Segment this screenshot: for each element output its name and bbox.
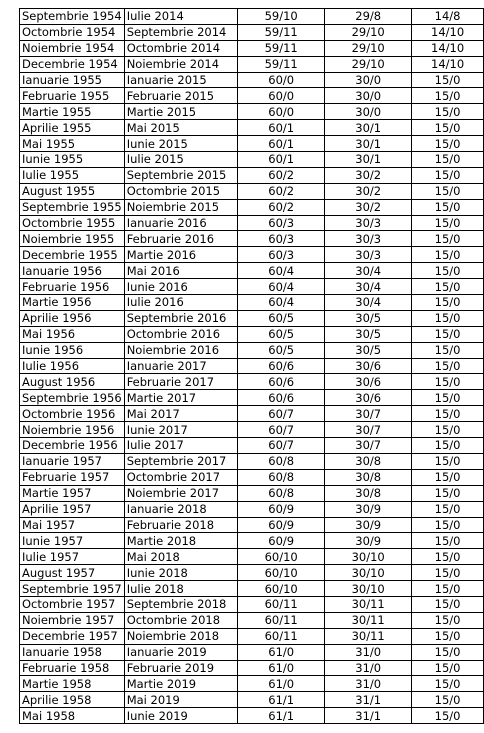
standard-age-cell: 59/10 <box>238 9 325 25</box>
retirement-date-cell: Septembrie 2016 <box>124 310 237 326</box>
retirement-date-cell: Iunie 2015 <box>124 136 237 152</box>
table-row <box>20 56 484 72</box>
minimum-contribution-cell: 15/0 <box>412 438 484 454</box>
retirement-date-cell: Octombrie 2018 <box>124 612 237 628</box>
contribution-cell: 30/2 <box>325 199 412 215</box>
minimum-contribution-cell: 15/0 <box>412 612 484 628</box>
standard-age-cell: 61/1 <box>238 708 325 724</box>
retirement-date-cell: Februarie 2017 <box>124 374 237 390</box>
table-row <box>20 310 484 326</box>
contribution-cell: 30/11 <box>325 596 412 612</box>
standard-age-cell: 60/3 <box>238 231 325 247</box>
minimum-contribution-cell: 15/0 <box>412 660 484 676</box>
standard-age-cell: 60/9 <box>238 517 325 533</box>
retirement-date-cell: Noiembrie 2018 <box>124 628 237 644</box>
contribution-cell: 30/2 <box>325 167 412 183</box>
retirement-date-cell: Octombrie 2015 <box>124 183 237 199</box>
birth-date-cell: Martie 1956 <box>20 295 125 311</box>
contribution-cell: 29/10 <box>325 56 412 72</box>
contribution-cell: 30/10 <box>325 565 412 581</box>
retirement-date-cell: Iulie 2017 <box>124 438 237 454</box>
contribution-cell: 30/10 <box>325 549 412 565</box>
table-row <box>20 438 484 454</box>
birth-date-cell: Mai 1955 <box>20 136 125 152</box>
minimum-contribution-cell: 15/0 <box>412 215 484 231</box>
minimum-contribution-cell: 15/0 <box>412 120 484 136</box>
birth-date-cell: Noiembrie 1956 <box>20 422 125 438</box>
minimum-contribution-cell: 15/0 <box>412 199 484 215</box>
table-body <box>20 9 484 724</box>
birth-date-cell: Septembrie 1954 <box>20 9 125 25</box>
standard-age-cell: 60/1 <box>238 120 325 136</box>
contribution-cell: 30/11 <box>325 628 412 644</box>
minimum-contribution-cell: 15/0 <box>412 279 484 295</box>
retirement-date-cell: Februarie 2019 <box>124 660 237 676</box>
contribution-cell: 31/0 <box>325 676 412 692</box>
birth-date-cell: Februarie 1956 <box>20 279 125 295</box>
birth-date-cell: Ianuarie 1956 <box>20 263 125 279</box>
standard-age-cell: 60/11 <box>238 596 325 612</box>
contribution-cell: 30/1 <box>325 152 412 168</box>
minimum-contribution-cell: 15/0 <box>412 390 484 406</box>
standard-age-cell: 60/10 <box>238 549 325 565</box>
birth-date-cell: Aprilie 1957 <box>20 501 125 517</box>
birth-date-cell: Iulie 1956 <box>20 358 125 374</box>
minimum-contribution-cell: 14/10 <box>412 24 484 40</box>
retirement-schedule-table <box>19 8 484 724</box>
contribution-cell: 30/10 <box>325 581 412 597</box>
contribution-cell: 30/4 <box>325 295 412 311</box>
contribution-cell: 30/8 <box>325 469 412 485</box>
minimum-contribution-cell: 15/0 <box>412 326 484 342</box>
contribution-cell: 30/4 <box>325 263 412 279</box>
table-row <box>20 676 484 692</box>
table-row <box>20 342 484 358</box>
standard-age-cell: 60/1 <box>238 152 325 168</box>
contribution-cell: 30/6 <box>325 358 412 374</box>
birth-date-cell: Octombrie 1954 <box>20 24 125 40</box>
birth-date-cell: Februarie 1958 <box>20 660 125 676</box>
contribution-cell: 30/0 <box>325 104 412 120</box>
retirement-date-cell: Iunie 2018 <box>124 565 237 581</box>
birth-date-cell: Decembrie 1955 <box>20 247 125 263</box>
contribution-cell: 30/7 <box>325 438 412 454</box>
standard-age-cell: 60/4 <box>238 263 325 279</box>
table-row <box>20 581 484 597</box>
retirement-date-cell: Octombrie 2014 <box>124 40 237 56</box>
minimum-contribution-cell: 15/0 <box>412 692 484 708</box>
minimum-contribution-cell: 14/10 <box>412 40 484 56</box>
minimum-contribution-cell: 15/0 <box>412 88 484 104</box>
birth-date-cell: Septembrie 1956 <box>20 390 125 406</box>
standard-age-cell: 60/8 <box>238 469 325 485</box>
minimum-contribution-cell: 15/0 <box>412 581 484 597</box>
contribution-cell: 31/1 <box>325 708 412 724</box>
contribution-cell: 31/1 <box>325 692 412 708</box>
birth-date-cell: Iulie 1955 <box>20 167 125 183</box>
standard-age-cell: 60/2 <box>238 183 325 199</box>
birth-date-cell: Octombrie 1957 <box>20 596 125 612</box>
standard-age-cell: 60/11 <box>238 628 325 644</box>
birth-date-cell: Aprilie 1955 <box>20 120 125 136</box>
minimum-contribution-cell: 15/0 <box>412 501 484 517</box>
contribution-cell: 31/0 <box>325 660 412 676</box>
standard-age-cell: 60/0 <box>238 72 325 88</box>
retirement-date-cell: Ianuarie 2018 <box>124 501 237 517</box>
birth-date-cell: Noiembrie 1954 <box>20 40 125 56</box>
birth-date-cell: Aprilie 1956 <box>20 310 125 326</box>
table-row <box>20 644 484 660</box>
table-row <box>20 24 484 40</box>
contribution-cell: 30/7 <box>325 422 412 438</box>
minimum-contribution-cell: 15/0 <box>412 469 484 485</box>
standard-age-cell: 60/5 <box>238 310 325 326</box>
retirement-date-cell: Februarie 2015 <box>124 88 237 104</box>
standard-age-cell: 60/10 <box>238 565 325 581</box>
table-row <box>20 422 484 438</box>
table-row <box>20 183 484 199</box>
table-row <box>20 374 484 390</box>
standard-age-cell: 60/7 <box>238 422 325 438</box>
birth-date-cell: Iulie 1957 <box>20 549 125 565</box>
standard-age-cell: 60/8 <box>238 453 325 469</box>
table-row <box>20 231 484 247</box>
minimum-contribution-cell: 15/0 <box>412 263 484 279</box>
birth-date-cell: Decembrie 1956 <box>20 438 125 454</box>
retirement-date-cell: Ianuarie 2019 <box>124 644 237 660</box>
standard-age-cell: 60/9 <box>238 533 325 549</box>
table-row <box>20 628 484 644</box>
minimum-contribution-cell: 15/0 <box>412 453 484 469</box>
retirement-date-cell: Iulie 2015 <box>124 152 237 168</box>
standard-age-cell: 60/5 <box>238 342 325 358</box>
standard-age-cell: 60/7 <box>238 406 325 422</box>
minimum-contribution-cell: 15/0 <box>412 247 484 263</box>
standard-age-cell: 61/0 <box>238 676 325 692</box>
table-row <box>20 88 484 104</box>
retirement-date-cell: Iunie 2016 <box>124 279 237 295</box>
table-row <box>20 612 484 628</box>
birth-date-cell: Mai 1956 <box>20 326 125 342</box>
retirement-date-cell: Iulie 2014 <box>124 9 237 25</box>
standard-age-cell: 60/8 <box>238 485 325 501</box>
contribution-cell: 30/5 <box>325 326 412 342</box>
table-row <box>20 517 484 533</box>
contribution-cell: 30/4 <box>325 279 412 295</box>
retirement-date-cell: Septembrie 2017 <box>124 453 237 469</box>
retirement-date-cell: Mai 2018 <box>124 549 237 565</box>
table-row <box>20 501 484 517</box>
standard-age-cell: 60/6 <box>238 374 325 390</box>
contribution-cell: 30/2 <box>325 183 412 199</box>
minimum-contribution-cell: 14/8 <box>412 9 484 25</box>
retirement-date-cell: Octombrie 2016 <box>124 326 237 342</box>
contribution-cell: 30/3 <box>325 231 412 247</box>
contribution-cell: 30/5 <box>325 342 412 358</box>
retirement-date-cell: Februarie 2018 <box>124 517 237 533</box>
retirement-date-cell: Martie 2019 <box>124 676 237 692</box>
birth-date-cell: Aprilie 1958 <box>20 692 125 708</box>
contribution-cell: 29/10 <box>325 24 412 40</box>
retirement-date-cell: Ianuarie 2017 <box>124 358 237 374</box>
standard-age-cell: 60/4 <box>238 279 325 295</box>
minimum-contribution-cell: 15/0 <box>412 152 484 168</box>
standard-age-cell: 59/11 <box>238 24 325 40</box>
retirement-date-cell: Mai 2016 <box>124 263 237 279</box>
contribution-cell: 30/11 <box>325 612 412 628</box>
birth-date-cell: Ianuarie 1958 <box>20 644 125 660</box>
standard-age-cell: 61/0 <box>238 660 325 676</box>
minimum-contribution-cell: 15/0 <box>412 596 484 612</box>
minimum-contribution-cell: 15/0 <box>412 136 484 152</box>
retirement-date-cell: Februarie 2016 <box>124 231 237 247</box>
standard-age-cell: 60/3 <box>238 247 325 263</box>
retirement-date-cell: Iulie 2016 <box>124 295 237 311</box>
table-row <box>20 533 484 549</box>
minimum-contribution-cell: 15/0 <box>412 676 484 692</box>
minimum-contribution-cell: 15/0 <box>412 565 484 581</box>
minimum-contribution-cell: 15/0 <box>412 358 484 374</box>
standard-age-cell: 60/0 <box>238 88 325 104</box>
standard-age-cell: 60/6 <box>238 390 325 406</box>
table-row <box>20 295 484 311</box>
contribution-cell: 30/8 <box>325 485 412 501</box>
birth-date-cell: Noiembrie 1955 <box>20 231 125 247</box>
retirement-date-cell: Martie 2016 <box>124 247 237 263</box>
minimum-contribution-cell: 15/0 <box>412 485 484 501</box>
birth-date-cell: Ianuarie 1957 <box>20 453 125 469</box>
retirement-date-cell: Septembrie 2014 <box>124 24 237 40</box>
table-row <box>20 152 484 168</box>
birth-date-cell: Octombrie 1956 <box>20 406 125 422</box>
retirement-date-cell: Noiembrie 2015 <box>124 199 237 215</box>
standard-age-cell: 60/11 <box>238 612 325 628</box>
contribution-cell: 30/1 <box>325 120 412 136</box>
minimum-contribution-cell: 15/0 <box>412 644 484 660</box>
birth-date-cell: Septembrie 1957 <box>20 581 125 597</box>
table-row <box>20 358 484 374</box>
standard-age-cell: 59/11 <box>238 40 325 56</box>
contribution-cell: 30/9 <box>325 517 412 533</box>
birth-date-cell: Iunie 1956 <box>20 342 125 358</box>
retirement-date-cell: Iulie 2018 <box>124 581 237 597</box>
retirement-date-cell: Martie 2015 <box>124 104 237 120</box>
table-row <box>20 485 484 501</box>
retirement-date-cell: Noiembrie 2016 <box>124 342 237 358</box>
contribution-cell: 30/3 <box>325 247 412 263</box>
retirement-date-cell: Septembrie 2015 <box>124 167 237 183</box>
retirement-date-cell: Octombrie 2017 <box>124 469 237 485</box>
contribution-cell: 30/6 <box>325 390 412 406</box>
retirement-date-cell: Ianuarie 2016 <box>124 215 237 231</box>
minimum-contribution-cell: 15/0 <box>412 72 484 88</box>
birth-date-cell: Iunie 1957 <box>20 533 125 549</box>
retirement-date-cell: Ianuarie 2015 <box>124 72 237 88</box>
retirement-date-cell: Noiembrie 2014 <box>124 56 237 72</box>
birth-date-cell: Noiembrie 1957 <box>20 612 125 628</box>
minimum-contribution-cell: 15/0 <box>412 310 484 326</box>
table-row <box>20 199 484 215</box>
contribution-cell: 30/7 <box>325 406 412 422</box>
contribution-cell: 30/3 <box>325 215 412 231</box>
retirement-date-cell: Mai 2017 <box>124 406 237 422</box>
birth-date-cell: Septembrie 1955 <box>20 199 125 215</box>
minimum-contribution-cell: 15/0 <box>412 167 484 183</box>
table-row <box>20 167 484 183</box>
minimum-contribution-cell: 15/0 <box>412 374 484 390</box>
retirement-date-cell: Iunie 2017 <box>124 422 237 438</box>
retirement-date-cell: Martie 2018 <box>124 533 237 549</box>
table-row <box>20 104 484 120</box>
standard-age-cell: 60/3 <box>238 215 325 231</box>
standard-age-cell: 60/1 <box>238 136 325 152</box>
minimum-contribution-cell: 15/0 <box>412 533 484 549</box>
table-row <box>20 692 484 708</box>
standard-age-cell: 60/2 <box>238 199 325 215</box>
table-row <box>20 708 484 724</box>
standard-age-cell: 60/10 <box>238 581 325 597</box>
birth-date-cell: August 1957 <box>20 565 125 581</box>
table-row <box>20 9 484 25</box>
standard-age-cell: 60/0 <box>238 104 325 120</box>
birth-date-cell: August 1956 <box>20 374 125 390</box>
contribution-cell: 30/9 <box>325 533 412 549</box>
minimum-contribution-cell: 15/0 <box>412 549 484 565</box>
retirement-date-cell: Noiembrie 2017 <box>124 485 237 501</box>
minimum-contribution-cell: 15/0 <box>412 231 484 247</box>
minimum-contribution-cell: 14/10 <box>412 56 484 72</box>
standard-age-cell: 60/9 <box>238 501 325 517</box>
table-row <box>20 565 484 581</box>
minimum-contribution-cell: 15/0 <box>412 104 484 120</box>
table-row <box>20 549 484 565</box>
table-row <box>20 120 484 136</box>
standard-age-cell: 60/7 <box>238 438 325 454</box>
birth-date-cell: Octombrie 1955 <box>20 215 125 231</box>
retirement-date-cell: Mai 2019 <box>124 692 237 708</box>
standard-age-cell: 61/1 <box>238 692 325 708</box>
birth-date-cell: Martie 1955 <box>20 104 125 120</box>
contribution-cell: 30/5 <box>325 310 412 326</box>
table-row <box>20 453 484 469</box>
birth-date-cell: Mai 1957 <box>20 517 125 533</box>
contribution-cell: 30/9 <box>325 501 412 517</box>
birth-date-cell: Februarie 1955 <box>20 88 125 104</box>
table-row <box>20 247 484 263</box>
table-row <box>20 215 484 231</box>
standard-age-cell: 61/0 <box>238 644 325 660</box>
minimum-contribution-cell: 15/0 <box>412 342 484 358</box>
table-row <box>20 40 484 56</box>
standard-age-cell: 60/5 <box>238 326 325 342</box>
birth-date-cell: Decembrie 1957 <box>20 628 125 644</box>
retirement-date-cell: Martie 2017 <box>124 390 237 406</box>
minimum-contribution-cell: 15/0 <box>412 708 484 724</box>
birth-date-cell: Ianuarie 1955 <box>20 72 125 88</box>
birth-date-cell: Martie 1957 <box>20 485 125 501</box>
birth-date-cell: Iunie 1955 <box>20 152 125 168</box>
retirement-date-cell: Septembrie 2018 <box>124 596 237 612</box>
minimum-contribution-cell: 15/0 <box>412 406 484 422</box>
table-row <box>20 469 484 485</box>
contribution-cell: 30/6 <box>325 374 412 390</box>
contribution-cell: 30/0 <box>325 88 412 104</box>
standard-age-cell: 60/4 <box>238 295 325 311</box>
table-row <box>20 72 484 88</box>
minimum-contribution-cell: 15/0 <box>412 183 484 199</box>
birth-date-cell: Decembrie 1954 <box>20 56 125 72</box>
contribution-cell: 30/1 <box>325 136 412 152</box>
contribution-cell: 30/0 <box>325 72 412 88</box>
contribution-cell: 31/0 <box>325 644 412 660</box>
standard-age-cell: 60/6 <box>238 358 325 374</box>
retirement-date-cell: Iunie 2019 <box>124 708 237 724</box>
table-row <box>20 596 484 612</box>
table-row <box>20 406 484 422</box>
birth-date-cell: Martie 1958 <box>20 676 125 692</box>
table-row <box>20 326 484 342</box>
minimum-contribution-cell: 15/0 <box>412 517 484 533</box>
minimum-contribution-cell: 15/0 <box>412 628 484 644</box>
standard-age-cell: 59/11 <box>238 56 325 72</box>
birth-date-cell: Februarie 1957 <box>20 469 125 485</box>
retirement-date-cell: Mai 2015 <box>124 120 237 136</box>
table-row <box>20 390 484 406</box>
minimum-contribution-cell: 15/0 <box>412 422 484 438</box>
table-row <box>20 263 484 279</box>
birth-date-cell: Mai 1958 <box>20 708 125 724</box>
standard-age-cell: 60/2 <box>238 167 325 183</box>
birth-date-cell: August 1955 <box>20 183 125 199</box>
contribution-cell: 30/8 <box>325 453 412 469</box>
table-row <box>20 279 484 295</box>
table-row <box>20 660 484 676</box>
table-container <box>19 8 484 724</box>
contribution-cell: 29/10 <box>325 40 412 56</box>
minimum-contribution-cell: 15/0 <box>412 295 484 311</box>
contribution-cell: 29/8 <box>325 9 412 25</box>
table-row <box>20 136 484 152</box>
